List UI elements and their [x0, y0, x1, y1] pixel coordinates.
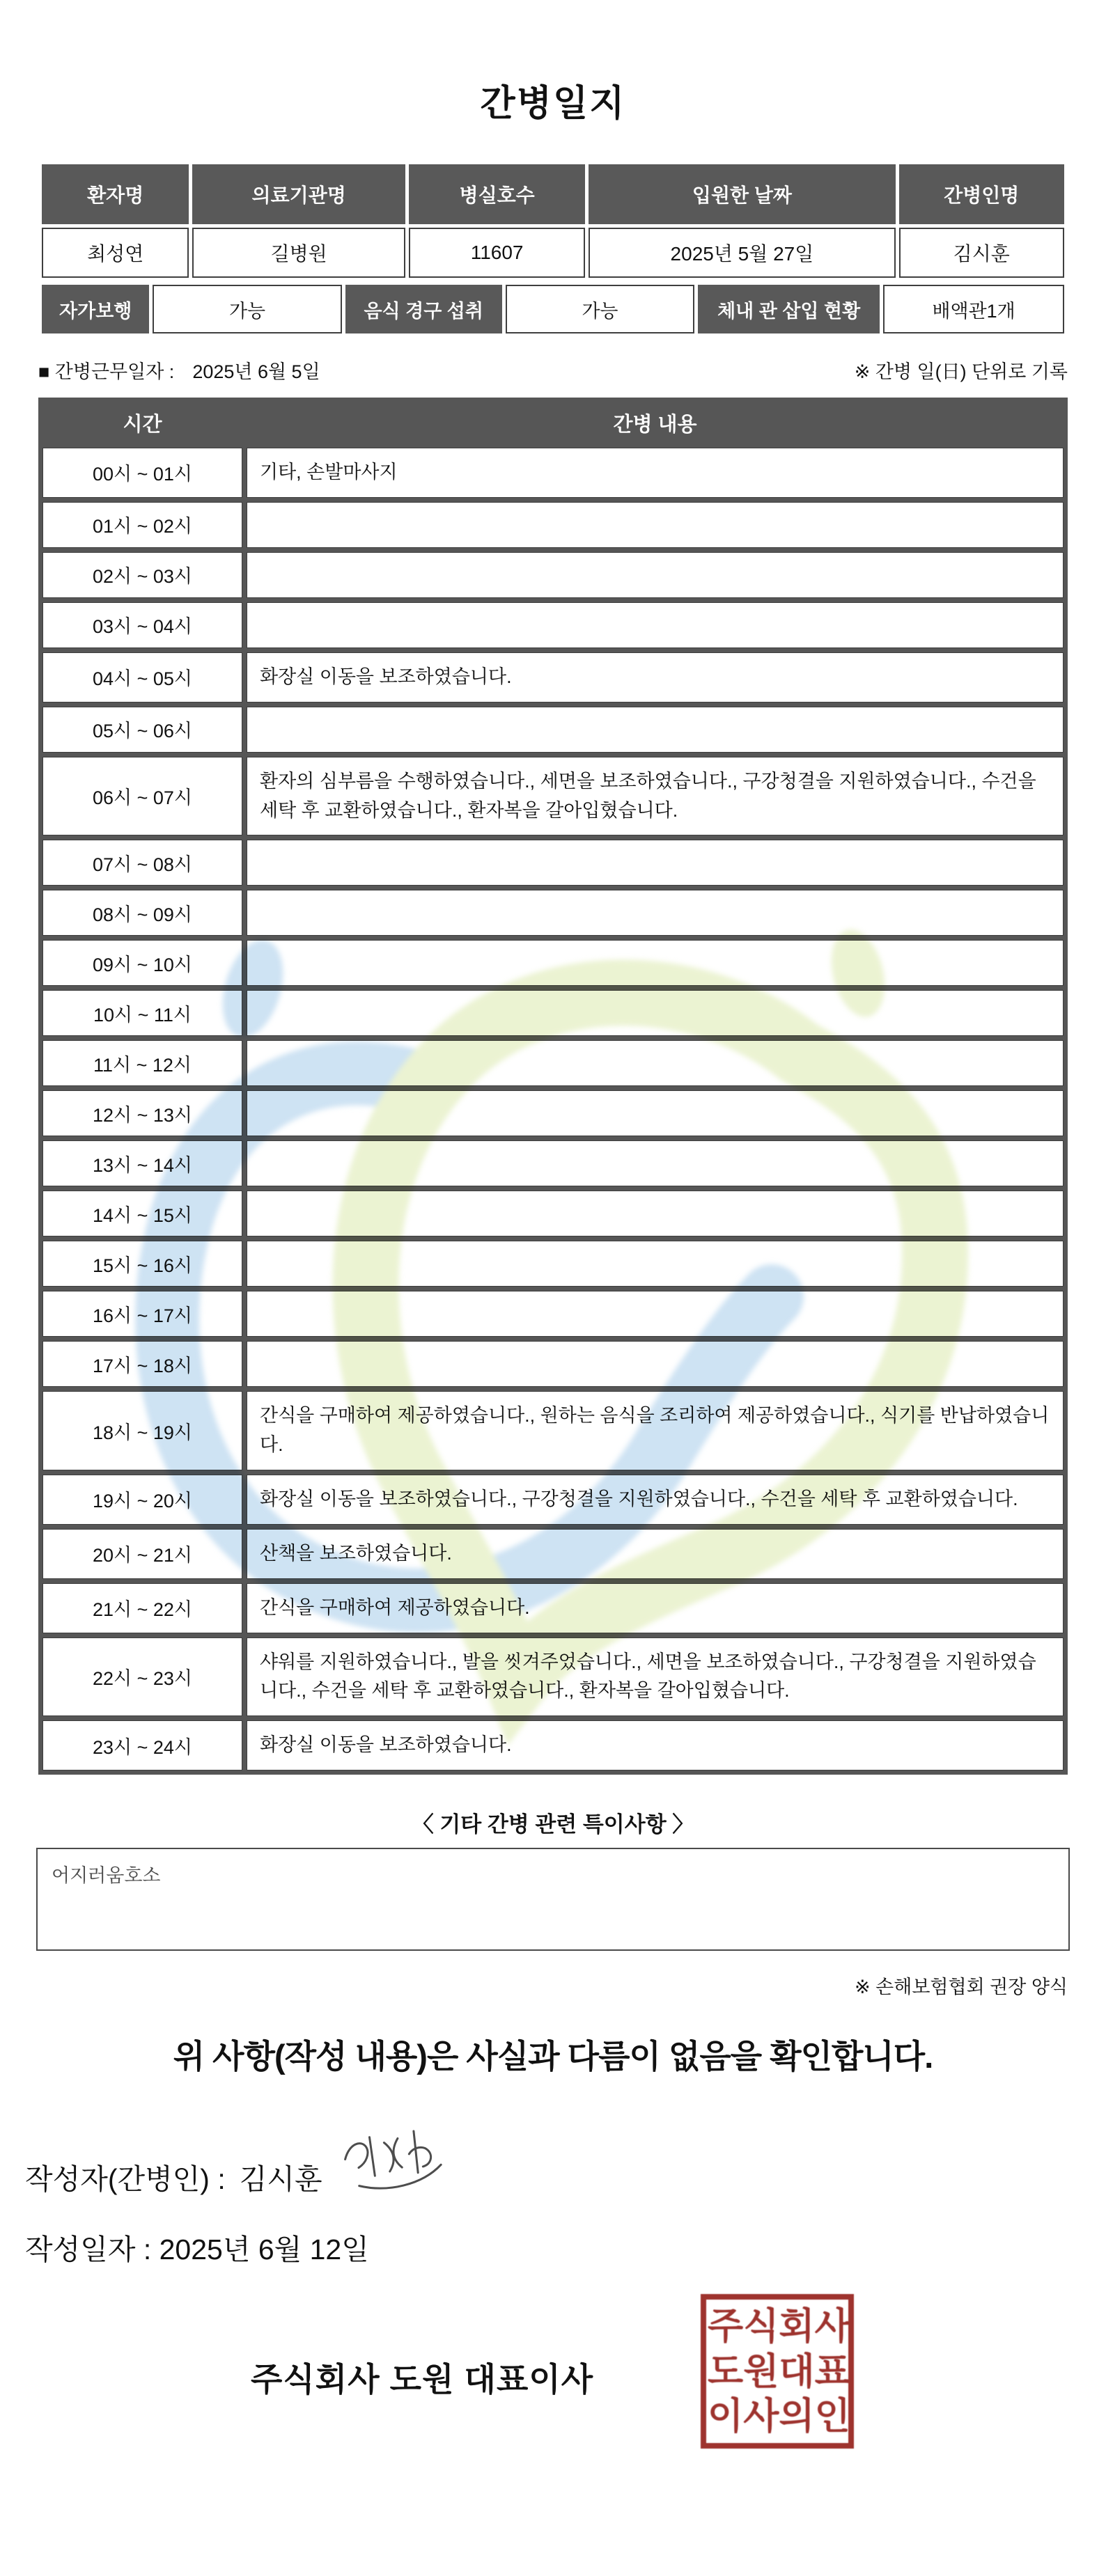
patient-header-cell: 입원한 날짜: [589, 164, 895, 224]
patient-value-cell: 2025년 5월 27일: [589, 228, 895, 278]
care-content-cell: 샤워를 지원하였습니다., 발을 씻겨주었습니다., 세면을 보조하였습니다., 구강청결을 지원하였습니다., 수건을 세탁 후 교환하였습니다., 환자복을 갈아입혔습니다.: [247, 1638, 1064, 1717]
care-content-cell: 화장실 이동을 보조하였습니다., 구강청결을 지원하였습니다., 수건을 세탁 후 교환하였습니다.: [247, 1475, 1064, 1525]
form-recommendation-note: ※ 손해보험협회 권장 양식: [855, 1977, 1068, 1998]
stamp-text-row: 이사의인: [708, 2396, 850, 2437]
writer-name: 김시훈: [239, 2163, 322, 2196]
care-content-cell: [247, 990, 1064, 1036]
status-value-cell: 배액관1개: [883, 285, 1064, 333]
care-time-cell: 07시 ~ 08시: [42, 840, 242, 886]
patient-value-cell: 최성연: [42, 228, 189, 278]
care-content-cell: 간식을 구매하여 제공하였습니다., 원하는 음식을 조리하여 제공하였습니다., 식기를 반납하였습니다.: [247, 1391, 1064, 1470]
care-log-row: [42, 890, 1064, 936]
care-time-cell: 22시 ~ 23시: [42, 1638, 242, 1717]
status-info-table: [38, 281, 1068, 337]
special-notes-box: 어지러움호소: [36, 1848, 1070, 1951]
care-content-cell: [247, 1191, 1064, 1236]
care-content-cell: [247, 890, 1064, 936]
care-content-cell: [247, 1140, 1064, 1186]
care-log-row: [42, 1529, 1064, 1579]
care-log-row: [42, 1475, 1064, 1525]
date-label: 작성일자 :: [25, 2233, 152, 2266]
status-value-cell: 가능: [153, 285, 341, 333]
patient-header-cell: 의료기관명: [192, 164, 405, 224]
care-content-cell: 화장실 이동을 보조하였습니다.: [247, 652, 1064, 702]
care-content-cell: [247, 1291, 1064, 1337]
care-log-row: [42, 1040, 1064, 1086]
care-time-cell: 23시 ~ 24시: [42, 1720, 242, 1770]
patient-info-table: [38, 161, 1068, 281]
care-content-cell: 화장실 이동을 보조하였습니다.: [247, 1720, 1064, 1770]
care-time-cell: 16시 ~ 17시: [42, 1291, 242, 1337]
care-log-table: [38, 398, 1068, 1775]
care-time-cell: 13시 ~ 14시: [42, 1140, 242, 1186]
care-time-cell: 00시 ~ 01시: [42, 448, 242, 498]
patient-header-cell: 간병인명: [899, 164, 1065, 224]
care-time-cell: 11시 ~ 12시: [42, 1040, 242, 1086]
company-seal-stamp: [701, 2294, 854, 2449]
care-content-cell: 기타, 손발마사지: [247, 448, 1064, 498]
patient-value-row: [42, 228, 1064, 278]
patient-header-cell: 환자명: [42, 164, 189, 224]
care-content-cell: [247, 1241, 1064, 1287]
care-log-row: [42, 1291, 1064, 1337]
care-log-header-row: [42, 402, 1064, 443]
care-log-row: [42, 990, 1064, 1036]
special-notes-title: 〈 기타 간병 관련 특이사항 〉: [412, 1812, 694, 1837]
care-log-col-time: 시간: [42, 402, 242, 443]
care-log-row: [42, 707, 1064, 753]
signature-scribble: [332, 2122, 458, 2210]
status-row: [42, 285, 1064, 333]
care-time-cell: 14시 ~ 15시: [42, 1191, 242, 1236]
care-log-row: [42, 1140, 1064, 1186]
care-time-cell: 18시 ~ 19시: [42, 1391, 242, 1470]
company-name: 주식회사 도원 대표이사: [251, 2361, 594, 2398]
care-log-row: [42, 1341, 1064, 1387]
care-log-row: [42, 757, 1064, 836]
status-label-cell: 음식 경구 섭취: [345, 285, 502, 333]
care-log-row: [42, 1583, 1064, 1633]
care-log-row: [42, 1241, 1064, 1287]
care-content-cell: 간식을 구매하여 제공하였습니다.: [247, 1583, 1064, 1633]
care-log-col-content: 간병 내용: [247, 402, 1064, 443]
care-time-cell: 09시 ~ 10시: [42, 940, 242, 986]
date-line: [25, 2226, 1106, 2268]
care-content-cell: [247, 1341, 1064, 1387]
patient-header-row: [42, 164, 1064, 224]
care-content-cell: [247, 840, 1064, 886]
status-value-cell: 가능: [506, 285, 694, 333]
care-time-cell: 15시 ~ 16시: [42, 1241, 242, 1287]
care-time-cell: 06시 ~ 07시: [42, 757, 242, 836]
care-log-row: [42, 840, 1064, 886]
care-content-cell: [247, 940, 1064, 986]
care-log-row: [42, 1191, 1064, 1236]
care-time-cell: 03시 ~ 04시: [42, 602, 242, 648]
care-log-row: [42, 602, 1064, 648]
status-label-cell: 체내 관 삽입 현황: [698, 285, 880, 333]
care-log-row: [42, 1391, 1064, 1470]
status-label-cell: 자가보행: [42, 285, 149, 333]
care-log-row: [42, 502, 1064, 548]
stamp-text-row: 주식회사: [708, 2305, 850, 2347]
footer-section: [0, 2286, 1106, 2495]
care-time-cell: 05시 ~ 06시: [42, 707, 242, 753]
care-time-cell: 08시 ~ 09시: [42, 890, 242, 936]
care-content-cell: [247, 552, 1064, 598]
patient-value-cell: 김시훈: [899, 228, 1065, 278]
care-content-cell: 산책을 보조하였습니다.: [247, 1529, 1064, 1579]
care-log-row: [42, 940, 1064, 986]
care-time-cell: 20시 ~ 21시: [42, 1529, 242, 1579]
care-content-cell: [247, 502, 1064, 548]
care-content-cell: [247, 1040, 1064, 1086]
stamp-text-row: 도원대표: [708, 2350, 850, 2392]
work-date-line: [38, 356, 1068, 384]
care-log-row: [42, 1720, 1064, 1770]
writer-line: [25, 2121, 1106, 2197]
care-log-row: [42, 652, 1064, 702]
care-time-cell: 21시 ~ 22시: [42, 1583, 242, 1633]
page-title: 간병일지: [480, 84, 626, 124]
care-log-body: [42, 448, 1064, 1770]
care-log-row: [42, 1638, 1064, 1717]
care-time-cell: 19시 ~ 20시: [42, 1475, 242, 1525]
care-time-cell: 17시 ~ 18시: [42, 1341, 242, 1387]
patient-header-cell: 병실호수: [409, 164, 585, 224]
care-content-cell: [247, 1090, 1064, 1136]
care-time-cell: 02시 ~ 03시: [42, 552, 242, 598]
work-date-value: 2025년 6월 5일: [192, 361, 320, 382]
care-content-cell: [247, 707, 1064, 753]
care-time-cell: 01시 ~ 02시: [42, 502, 242, 548]
patient-value-cell: 11607: [409, 228, 585, 278]
care-content-cell: [247, 602, 1064, 648]
care-time-cell: 12시 ~ 13시: [42, 1090, 242, 1136]
care-log-row: [42, 448, 1064, 498]
daily-record-note: ※ 간병 일(日) 단위로 기록: [854, 361, 1068, 382]
work-date-label: ■ 간병근무일자 :: [38, 361, 175, 382]
care-log-row: [42, 552, 1064, 598]
writer-label: 작성자(간병인) :: [25, 2163, 226, 2196]
confirmation-statement: 위 사항(작성 내용)은 사실과 다름이 없음을 확인합니다.: [173, 2038, 933, 2075]
date-value: 2025년 6월 12일: [159, 2233, 369, 2266]
care-log-row: [42, 1090, 1064, 1136]
patient-value-cell: 길병원: [192, 228, 405, 278]
care-time-cell: 10시 ~ 11시: [42, 990, 242, 1036]
care-time-cell: 04시 ~ 05시: [42, 652, 242, 702]
care-content-cell: 환자의 심부름을 수행하였습니다., 세면을 보조하였습니다., 구강청결을 지원하였습니다., 수건을 세탁 후 교환하였습니다., 환자복을 갈아입혔습니다.: [247, 757, 1064, 836]
